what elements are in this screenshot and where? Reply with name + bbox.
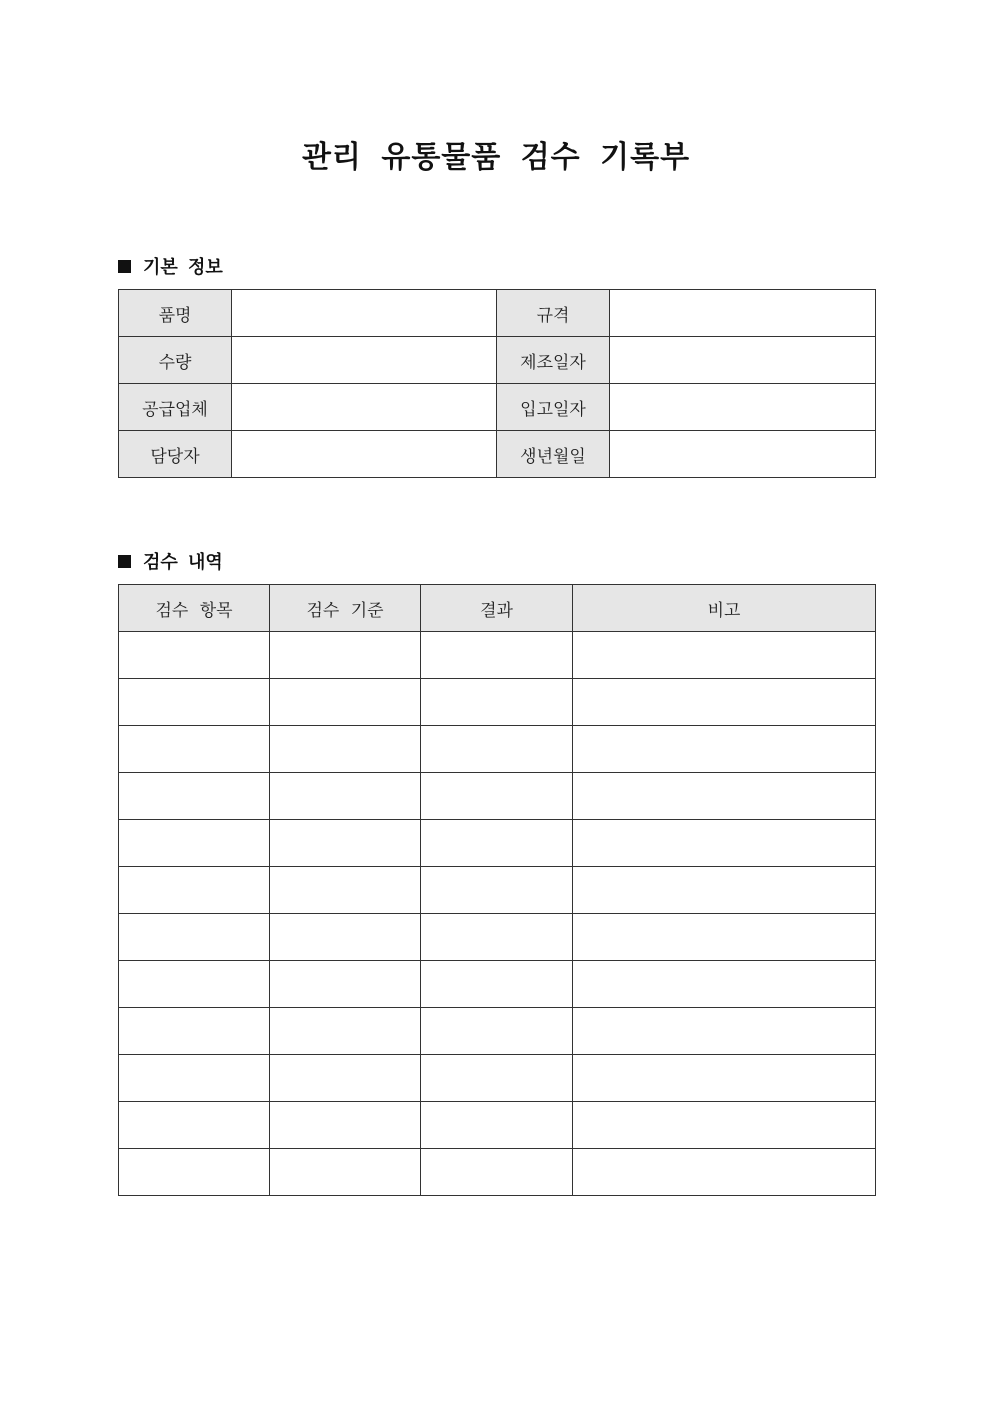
cell-result[interactable] [421,1149,573,1196]
cell-criteria[interactable] [270,773,421,820]
cell-criteria[interactable] [270,632,421,679]
cell-criteria[interactable] [270,820,421,867]
cell-criteria[interactable] [270,1149,421,1196]
label-manufacture-date: 제조일자 [497,337,610,384]
label-birth-date: 생년월일 [497,431,610,478]
label-product-name: 품명 [119,290,232,337]
basic-info-row [119,337,876,384]
cell-remarks[interactable] [573,1102,876,1149]
column-header-item: 검수 항목 [119,585,270,632]
cell-criteria[interactable] [270,1102,421,1149]
inspection-heading [118,548,223,574]
square-bullet-icon [118,555,131,568]
cell-result[interactable] [421,1102,573,1149]
cell-item[interactable] [119,1102,270,1149]
label-receiving-date: 입고일자 [497,384,610,431]
square-bullet-icon [118,260,131,273]
cell-item[interactable] [119,914,270,961]
field-product-name[interactable] [232,290,497,337]
cell-criteria[interactable] [270,867,421,914]
field-birth-date[interactable] [610,431,876,478]
field-quantity[interactable] [232,337,497,384]
table-row [119,679,876,726]
cell-item[interactable] [119,1149,270,1196]
cell-result[interactable] [421,726,573,773]
table-row [119,867,876,914]
cell-remarks[interactable] [573,961,876,1008]
cell-result[interactable] [421,867,573,914]
field-person-in-charge[interactable] [232,431,497,478]
table-row [119,632,876,679]
cell-result[interactable] [421,773,573,820]
inspection-header-row [119,585,876,632]
cell-result[interactable] [421,914,573,961]
label-quantity: 수량 [119,337,232,384]
cell-criteria[interactable] [270,1055,421,1102]
cell-criteria[interactable] [270,961,421,1008]
cell-remarks[interactable] [573,1055,876,1102]
field-supplier[interactable] [232,384,497,431]
table-row [119,1149,876,1196]
table-row [119,726,876,773]
table-row [119,914,876,961]
basic-info-row [119,384,876,431]
label-supplier: 공급업체 [119,384,232,431]
column-header-remarks: 비고 [573,585,876,632]
basic-info-row [119,431,876,478]
cell-remarks[interactable] [573,914,876,961]
cell-remarks[interactable] [573,632,876,679]
basic-info-heading-text: 기본 정보 [143,257,223,278]
cell-item[interactable] [119,726,270,773]
cell-result[interactable] [421,1055,573,1102]
cell-remarks[interactable] [573,679,876,726]
cell-result[interactable] [421,961,573,1008]
label-specification: 규격 [497,290,610,337]
cell-remarks[interactable] [573,820,876,867]
table-row [119,1102,876,1149]
inspection-table [118,584,876,1196]
cell-item[interactable] [119,820,270,867]
column-header-result: 결과 [421,585,573,632]
inspection-heading-text: 검수 내역 [143,552,223,573]
table-row [119,773,876,820]
cell-criteria[interactable] [270,726,421,773]
field-receiving-date[interactable] [610,384,876,431]
basic-info-table [118,289,876,478]
cell-criteria[interactable] [270,679,421,726]
document-title: 관리 유통물품 검수 기록부 [301,140,691,175]
cell-item[interactable] [119,961,270,1008]
field-manufacture-date[interactable] [610,337,876,384]
basic-info-row [119,290,876,337]
label-person-in-charge: 담당자 [119,431,232,478]
column-header-criteria: 검수 기준 [270,585,421,632]
cell-result[interactable] [421,1008,573,1055]
cell-remarks[interactable] [573,867,876,914]
basic-info-heading [118,253,223,279]
cell-remarks[interactable] [573,1149,876,1196]
cell-item[interactable] [119,773,270,820]
cell-item[interactable] [119,632,270,679]
table-row [119,820,876,867]
table-row [119,1055,876,1102]
cell-criteria[interactable] [270,914,421,961]
cell-item[interactable] [119,679,270,726]
cell-remarks[interactable] [573,726,876,773]
table-row [119,1008,876,1055]
field-specification[interactable] [610,290,876,337]
cell-remarks[interactable] [573,773,876,820]
cell-item[interactable] [119,1008,270,1055]
table-row [119,961,876,1008]
cell-item[interactable] [119,1055,270,1102]
cell-result[interactable] [421,820,573,867]
cell-criteria[interactable] [270,1008,421,1055]
cell-remarks[interactable] [573,1008,876,1055]
cell-item[interactable] [119,867,270,914]
cell-result[interactable] [421,679,573,726]
cell-result[interactable] [421,632,573,679]
